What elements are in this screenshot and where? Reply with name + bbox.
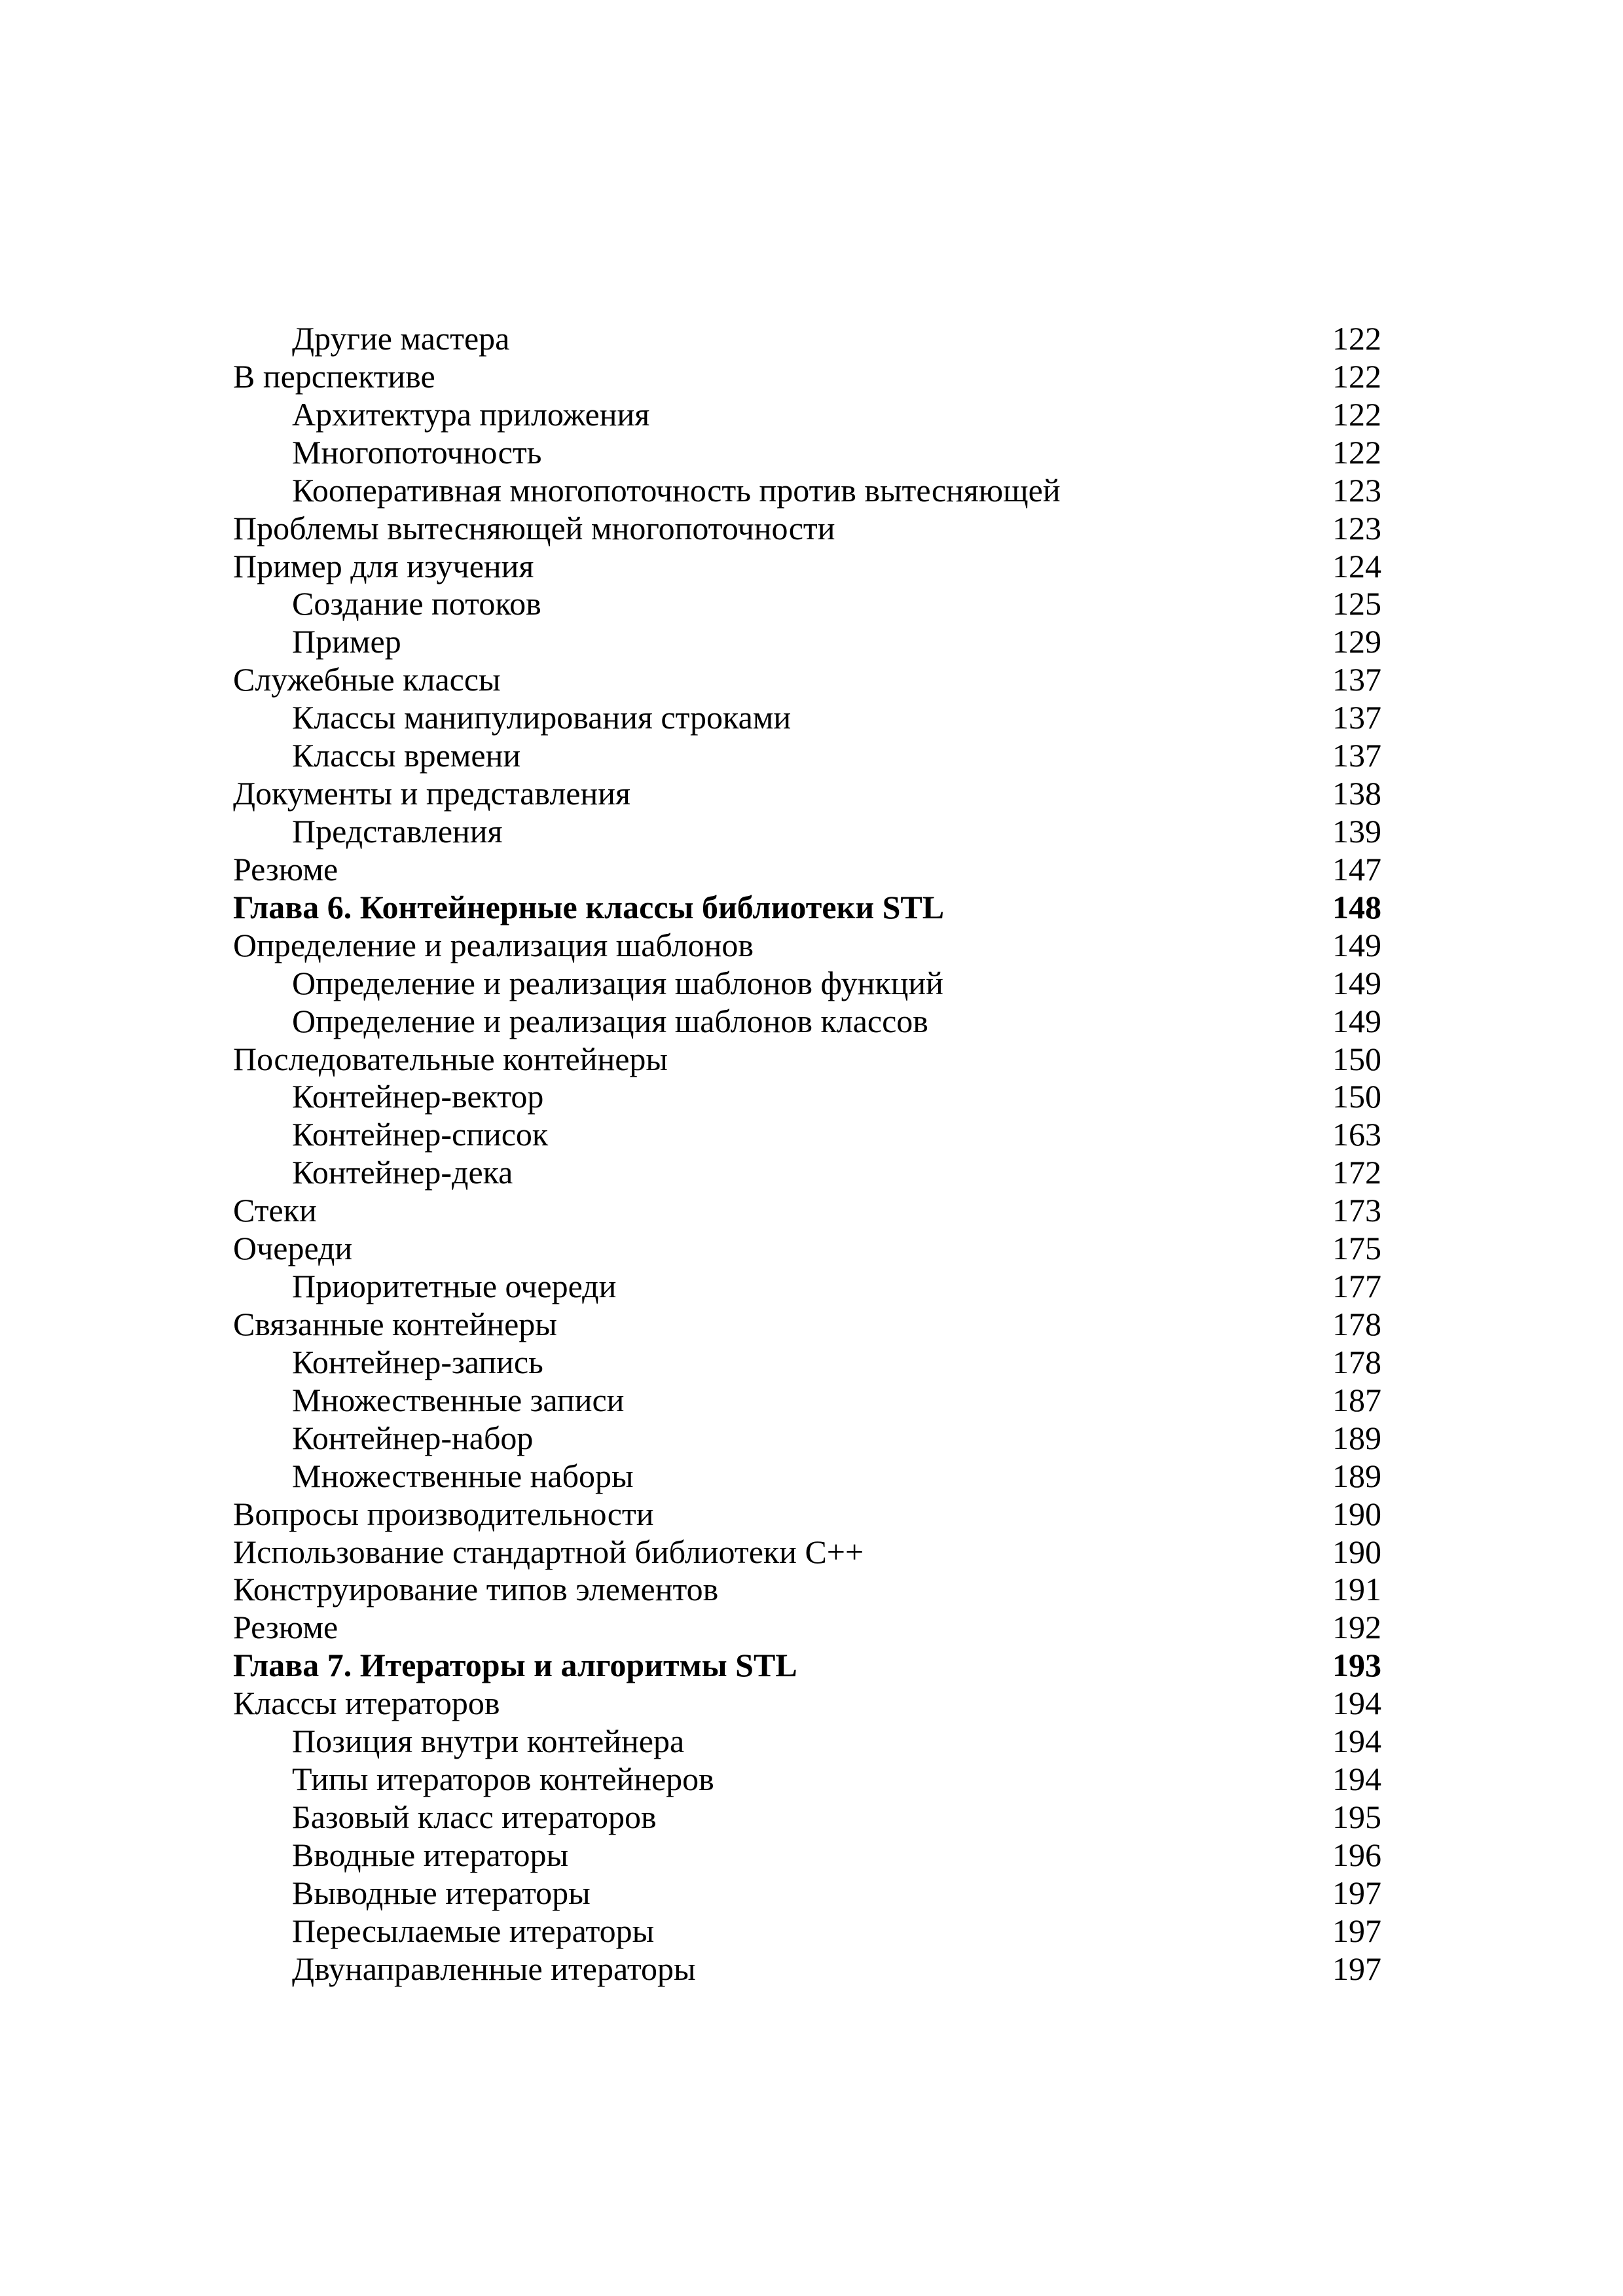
toc-entry-title: Архитектура приложения <box>292 395 650 433</box>
toc-entry-title: Базовый класс итераторов <box>292 1798 657 1835</box>
toc-entry-page-number: 172 <box>1332 1154 1381 1191</box>
toc-entry-page-number: 193 <box>1332 1647 1381 1684</box>
toc-entry-page-number: 149 <box>1332 1002 1381 1039</box>
toc-entry <box>233 775 1381 813</box>
toc-entry-title: Глава 6. Контейнерные классы библиотеки STL <box>233 888 945 925</box>
toc-entry <box>233 396 1381 434</box>
toc-entry <box>233 434 1381 472</box>
toc-entry <box>233 472 1381 510</box>
toc-entry-page-number: 194 <box>1332 1761 1381 1798</box>
toc-entry <box>233 851 1381 889</box>
toc-entry-title: Последовательные контейнеры <box>233 1040 668 1077</box>
toc-entry <box>233 1458 1381 1496</box>
table-of-contents <box>233 320 1381 1988</box>
toc-entry-title: Множественные записи <box>292 1381 625 1418</box>
toc-entry <box>233 1268 1381 1306</box>
toc-entry-page-number: 191 <box>1332 1571 1381 1608</box>
toc-entry-page-number: 150 <box>1332 1040 1381 1077</box>
toc-entry-page-number: 197 <box>1332 1874 1381 1911</box>
toc-entry-title: Резюме <box>233 1609 338 1646</box>
toc-entry-page-number: 137 <box>1332 661 1381 698</box>
toc-entry-page-number: 178 <box>1332 1343 1381 1380</box>
toc-entry-title: Определение и реализация шаблонов классов <box>292 1002 928 1039</box>
toc-entry-page-number: 178 <box>1332 1305 1381 1342</box>
toc-entry-page-number: 194 <box>1332 1723 1381 1760</box>
toc-entry-page-number: 190 <box>1332 1495 1381 1532</box>
toc-entry <box>233 1003 1381 1041</box>
toc-entry <box>233 1799 1381 1837</box>
toc-entry-page-number: 195 <box>1332 1798 1381 1835</box>
toc-entry-page-number: 173 <box>1332 1192 1381 1229</box>
toc-entry-page-number: 125 <box>1332 585 1381 622</box>
toc-entry-title: Двунаправленные итераторы <box>292 1950 696 1987</box>
toc-entry <box>233 623 1381 661</box>
toc-entry-title: Классы времени <box>292 737 521 774</box>
toc-entry-page-number: 197 <box>1332 1950 1381 1987</box>
toc-entry <box>233 1344 1381 1382</box>
toc-entry-title: Другие мастера <box>292 320 510 357</box>
toc-entry <box>233 1116 1381 1154</box>
toc-entry <box>233 1685 1381 1723</box>
toc-entry <box>233 548 1381 586</box>
toc-entry <box>233 1230 1381 1268</box>
toc-entry-title: Стеки <box>233 1192 317 1229</box>
toc-entry <box>233 358 1381 396</box>
toc-entry-page-number: 122 <box>1332 357 1381 395</box>
toc-entry-title: Глава 7. Итераторы и алгоритмы STL <box>233 1647 797 1684</box>
toc-entry-title: Очереди <box>233 1230 353 1267</box>
toc-entry-title: Кооперативная многопоточность против вытесняющей <box>292 471 1061 509</box>
toc-entry <box>233 813 1381 851</box>
toc-entry-title: Контейнер-вектор <box>292 1078 544 1115</box>
toc-entry-page-number: 149 <box>1332 964 1381 1001</box>
toc-entry-page-number: 177 <box>1332 1268 1381 1305</box>
toc-entry-title: Контейнер-набор <box>292 1419 534 1456</box>
toc-entry-page-number: 124 <box>1332 547 1381 584</box>
toc-entry <box>233 1571 1381 1609</box>
toc-entry <box>233 1306 1381 1344</box>
toc-entry-page-number: 122 <box>1332 433 1381 471</box>
toc-entry-page-number: 148 <box>1332 888 1381 925</box>
toc-entry <box>233 1420 1381 1458</box>
toc-entry <box>233 737 1381 775</box>
toc-entry-title: Документы и представления <box>233 775 631 812</box>
toc-entry <box>233 1534 1381 1571</box>
toc-entry-page-number: 122 <box>1332 395 1381 433</box>
toc-entry-page-number: 190 <box>1332 1533 1381 1570</box>
toc-entry-title: Вопросы производительности <box>233 1495 654 1532</box>
toc-entry-page-number: 189 <box>1332 1457 1381 1494</box>
toc-entry <box>233 585 1381 623</box>
toc-entry-title: Пересылаемые итераторы <box>292 1912 655 1949</box>
toc-entry <box>233 1041 1381 1079</box>
toc-entry-title: Использование стандартной библиотеки C++ <box>233 1533 864 1570</box>
toc-entry-title: Пример для изучения <box>233 547 534 584</box>
toc-entry-title: Конструирование типов элементов <box>233 1571 719 1608</box>
toc-entry-page-number: 196 <box>1332 1836 1381 1873</box>
toc-entry-title: Классы манипулирования строками <box>292 699 792 736</box>
toc-entry-page-number: 192 <box>1332 1609 1381 1646</box>
toc-entry <box>233 1609 1381 1647</box>
toc-entry-title: Типы итераторов контейнеров <box>292 1761 714 1798</box>
toc-entry-title: Многопоточность <box>292 433 542 471</box>
toc-entry <box>233 1496 1381 1534</box>
toc-entry-page-number: 187 <box>1332 1381 1381 1418</box>
toc-entry-page-number: 189 <box>1332 1419 1381 1456</box>
toc-entry-title: Множественные наборы <box>292 1457 634 1494</box>
toc-entry-page-number: 138 <box>1332 775 1381 812</box>
toc-entry-title: Приоритетные очереди <box>292 1268 617 1305</box>
toc-entry-title: Позиция внутри контейнера <box>292 1723 685 1760</box>
toc-entry-title: Пример <box>292 623 401 660</box>
toc-entry-title: Резюме <box>233 850 338 888</box>
toc-entry-title: Контейнер-дека <box>292 1154 513 1191</box>
toc-entry <box>233 1078 1381 1116</box>
toc-entry <box>233 965 1381 1003</box>
toc-entry-title: Выводные итераторы <box>292 1874 591 1911</box>
toc-entry <box>233 1723 1381 1761</box>
toc-entry-page-number: 150 <box>1332 1078 1381 1115</box>
toc-entry-page-number: 122 <box>1332 320 1381 357</box>
toc-entry <box>233 661 1381 699</box>
toc-entry <box>233 1154 1381 1192</box>
toc-entry <box>233 510 1381 548</box>
toc-entry <box>233 699 1381 737</box>
toc-entry-page-number: 129 <box>1332 623 1381 660</box>
toc-chapter-entry <box>233 1647 1381 1685</box>
toc-entry-title: Вводные итераторы <box>292 1836 569 1873</box>
toc-entry-page-number: 175 <box>1332 1230 1381 1267</box>
toc-entry-page-number: 197 <box>1332 1912 1381 1949</box>
toc-entry-title: Определение и реализация шаблонов функций <box>292 964 943 1001</box>
toc-entry-title: Определение и реализация шаблонов <box>233 926 754 963</box>
toc-entry-title: Контейнер-запись <box>292 1343 543 1380</box>
toc-entry-page-number: 147 <box>1332 850 1381 888</box>
toc-entry-page-number: 123 <box>1332 509 1381 547</box>
toc-entry <box>233 1837 1381 1874</box>
toc-entry-page-number: 139 <box>1332 812 1381 850</box>
toc-entry-title: В перспективе <box>233 357 435 395</box>
toc-entry <box>233 1912 1381 1950</box>
toc-entry <box>233 1192 1381 1230</box>
toc-entry-title: Представления <box>292 812 503 850</box>
toc-entry-title: Классы итераторов <box>233 1685 500 1722</box>
toc-entry <box>233 1950 1381 1988</box>
toc-entry-title: Контейнер-список <box>292 1116 549 1153</box>
toc-entry-page-number: 123 <box>1332 471 1381 509</box>
toc-entry-title: Связанные контейнеры <box>233 1305 557 1342</box>
toc-entry <box>233 1874 1381 1912</box>
toc-entry-page-number: 137 <box>1332 737 1381 774</box>
toc-entry <box>233 1382 1381 1420</box>
toc-entry-page-number: 163 <box>1332 1116 1381 1153</box>
toc-chapter-entry <box>233 889 1381 927</box>
toc-entry <box>233 320 1381 358</box>
toc-entry-title: Проблемы вытесняющей многопоточности <box>233 509 835 547</box>
toc-entry-page-number: 137 <box>1332 699 1381 736</box>
toc-entry <box>233 927 1381 965</box>
toc-entry-page-number: 194 <box>1332 1685 1381 1722</box>
toc-entry <box>233 1761 1381 1799</box>
toc-entry-page-number: 149 <box>1332 926 1381 963</box>
toc-entry-title: Служебные классы <box>233 661 501 698</box>
toc-entry-title: Создание потоков <box>292 585 541 622</box>
